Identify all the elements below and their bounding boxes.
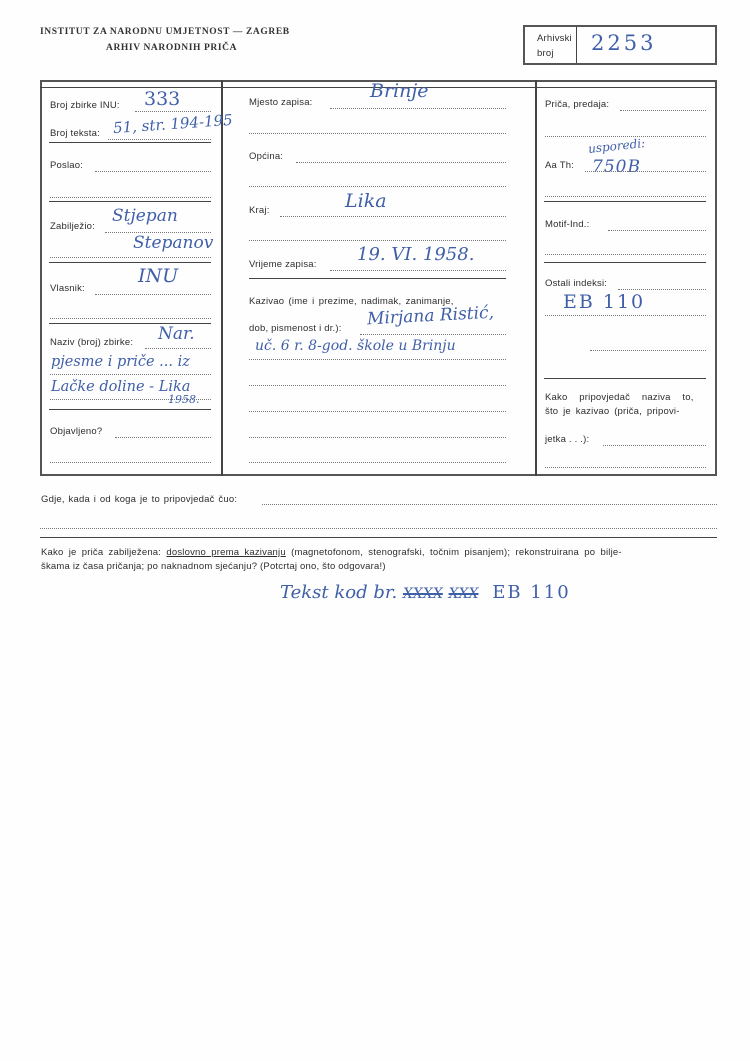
institute-name: INSTITUT ZA NARODNU UMJETNOST — ZAGREB: [40, 27, 290, 37]
story-type-line-2: [545, 136, 706, 137]
archive-number-box: [523, 25, 717, 65]
aath-label: Aa Th:: [545, 160, 575, 171]
recording-method-underlined: doslovno prema kazivanju: [166, 547, 286, 558]
source-line-1: [262, 504, 717, 505]
text-reference-value: EB 110: [492, 582, 571, 603]
municipality-line-1: [296, 162, 506, 163]
narrator-naming-line-1: [603, 445, 706, 446]
aath-value: 750B: [592, 157, 641, 177]
aath-line-2: [545, 196, 706, 197]
recorder-value-2: Stepanov: [133, 233, 214, 253]
text-reference-struck-2: XXX: [448, 586, 479, 602]
motif-line-2: [545, 254, 706, 255]
narrator-label-2: dob, pismenost i dr.):: [249, 323, 342, 334]
collection-number-label: Broj zbirke INU:: [50, 100, 120, 111]
recorder-label: Zabilježio:: [50, 221, 95, 232]
collection-number-line: [135, 111, 211, 112]
collection-name-value-4: 1958.: [168, 393, 200, 406]
published-label: Objavljeno?: [50, 426, 103, 437]
date-line: [330, 270, 506, 271]
narrator-naming-label-3: jetka . . .):: [545, 434, 590, 445]
region-label: Kraj:: [249, 205, 270, 216]
aath-line-1: [585, 171, 706, 172]
left-divider-3: [49, 262, 211, 263]
owner-label: Vlasnik:: [50, 283, 85, 294]
narrator-naming-line-2: [545, 467, 706, 468]
text-reference-struck-1: XXXX: [402, 586, 443, 602]
recording-method-prefix: Kako je priča zabilježena:: [41, 547, 162, 558]
narrator-line-6: [249, 462, 506, 463]
sender-line-1: [95, 171, 211, 172]
recorder-line-2: [50, 257, 211, 258]
collection-name-value-3: Lačke doline - Lika: [51, 379, 191, 395]
collection-number-value: 333: [144, 88, 181, 110]
place-line-2: [249, 133, 506, 134]
left-divider-5: [49, 409, 211, 410]
region-line-1: [280, 216, 506, 217]
other-indexes-line-3: [590, 350, 706, 351]
municipality-label: Općina:: [249, 151, 284, 162]
narrator-naming-label-2: što je kazivao (priča, pripovi-: [545, 406, 680, 417]
bottom-rule: [40, 537, 717, 538]
archive-number-label: broj: [537, 48, 554, 59]
municipality-line-2: [249, 186, 506, 187]
text-number-value: 51, str. 194-195: [112, 110, 234, 138]
right-divider-2: [544, 262, 706, 263]
source-line-2: [40, 528, 717, 529]
region-value: Lika: [345, 190, 387, 212]
narrator-line-4: [249, 411, 506, 412]
region-line-2: [249, 240, 506, 241]
archive-number-value: 2253: [591, 31, 657, 55]
archive-divider: [576, 27, 577, 63]
other-indexes-line-2: [545, 315, 706, 316]
narrator-value-1: Mirjana Ristić,: [366, 302, 495, 330]
recording-method-line-2: škama iz časa pričanja; po naknadnom sjećanju? (Potcrtaj ono, što odgovara!): [41, 561, 386, 572]
text-number-label: Broj teksta:: [50, 128, 100, 139]
text-reference-prefix: Tekst kod br.: [280, 582, 398, 603]
narrator-label-1: Kazivao (ime i prezime, nadimak, zanimanje,: [249, 296, 454, 307]
date-label: Vrijeme zapisa:: [249, 259, 317, 270]
motif-line-1: [608, 230, 706, 231]
left-divider-1: [49, 142, 211, 143]
place-value: Brinje: [370, 80, 429, 102]
collection-name-line-1: [145, 348, 211, 349]
owner-value: INU: [138, 265, 179, 287]
narrator-naming-label-1: Kako pripovjedač naziva to,: [545, 392, 694, 403]
sender-line-2: [50, 197, 211, 198]
collection-name-label: Naziv (broj) zbirke:: [50, 337, 134, 348]
motif-label: Motif-Ind.:: [545, 219, 590, 230]
recording-method-rest: (magnetofonom, stenografski, točnim pisanjem); rekonstruirana po bilje-: [291, 547, 622, 558]
collection-name-value-2: pjesme i priče ... iz: [51, 354, 190, 370]
recording-method-line-1: [41, 547, 717, 558]
narrator-line-5: [249, 437, 506, 438]
story-type-line-1: [620, 110, 706, 111]
narrator-line-1: [360, 334, 506, 335]
published-line-1: [115, 437, 211, 438]
owner-line-1: [95, 294, 211, 295]
narrator-line-2: [249, 359, 506, 360]
other-indexes-label: Ostali indeksi:: [545, 278, 608, 289]
sender-label: Poslao:: [50, 160, 84, 171]
place-label: Mjesto zapisa:: [249, 97, 313, 108]
other-indexes-value: EB 110: [563, 291, 646, 313]
published-line-2: [50, 462, 211, 463]
place-line-1: [330, 108, 506, 109]
archive-name: ARHIV NARODNIH PRIČA: [106, 43, 238, 53]
text-reference: [280, 582, 571, 603]
date-value: 19. VI. 1958.: [357, 244, 475, 265]
narrator-line-3: [249, 385, 506, 386]
left-divider-2: [49, 201, 211, 202]
narrator-value-2: uč. 6 r. 8-god. škole u Brinju: [255, 338, 456, 354]
right-divider-1: [544, 201, 706, 202]
source-label: Gdje, kada i od koga je to pripovjedač čuo:: [41, 494, 238, 505]
archive-label: Arhivski: [537, 33, 572, 44]
owner-line-2: [50, 318, 211, 319]
left-column-divider: [221, 80, 223, 476]
right-column-divider: [535, 80, 537, 476]
right-divider-3: [544, 378, 706, 379]
recorder-value-1: Stjepan: [112, 206, 178, 226]
middle-divider: [249, 278, 506, 279]
aath-note: usporedi:: [587, 136, 646, 156]
collection-name-line-2: [50, 374, 211, 375]
other-indexes-line-1: [618, 289, 706, 290]
collection-name-value-1: Nar.: [158, 324, 195, 344]
text-number-line: [108, 139, 211, 140]
story-type-label: Priča, predaja:: [545, 99, 610, 110]
